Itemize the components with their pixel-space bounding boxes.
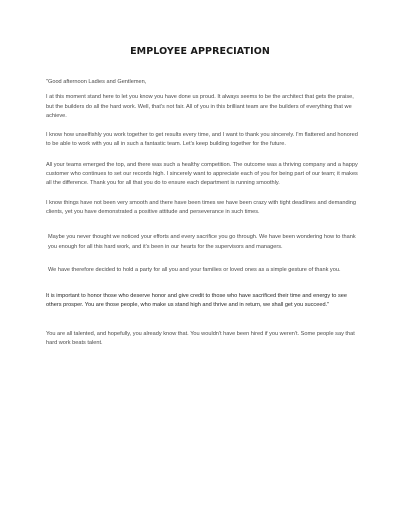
document-title: EMPLOYEE APPRECIATION bbox=[130, 46, 270, 57]
paragraph-party: We have therefore decided to hold a party for all you and your families or loved ones as a simple gesture of thank you. bbox=[48, 266, 341, 273]
paragraph-thanks: I know how unselfishly you work together to get results every time, and I want to thank you sincerely. I'm flattered and honored to be able to work with you all in such a fantastic team. Let's keep building together for the future. bbox=[46, 132, 358, 148]
paragraph-efforts: Maybe you never thought we noticed your efforts and every sacrifice you go through. We have been wondering how to thank you enough for all this hard work, and it's been in our hearts for the supervisors and managers. bbox=[48, 234, 356, 250]
paragraph-talent: You are all talented, and hopefully, you already know that. You wouldn't have been hired if you weren't. Some people say that hard work beats talent. bbox=[46, 330, 355, 347]
paragraph-teams: All your teams emerged the top, and there was such a healthy competition. The outcome was a thriving company and a happy customer who continues to set our records high. I sincerely want to appreciate each of you for being part of our team; it makes all the difference. Thank you for all that you do to ensure each department is running smoothly. bbox=[46, 161, 358, 187]
document-body bbox=[46, 78, 362, 348]
paragraph-challenges: I know things have not been very smooth and there have been times we have been crazy with tight deadlines and demanding clients, yet you have demonstrated a positive attitude and perseverance in such times. bbox=[46, 199, 357, 215]
greeting-paragraph: "Good afternoon Ladies and Gentlemen, bbox=[46, 79, 147, 85]
paragraph-honor: It is important to honor those who deserve honor and give credit to those who have sacrificed their time and energy to see others prosper. You are those people, who make us stand high and thrive and in return, we shall get you succeed." bbox=[46, 293, 347, 309]
paragraph-intro: I at this moment stand here to let you know you have done us proud. It always seems to be the architect that gets the praise, but the builders do all the hard work. Well, that's not fair. All of you in this brilliant team are the builders of everything that we achieve. bbox=[46, 94, 354, 119]
